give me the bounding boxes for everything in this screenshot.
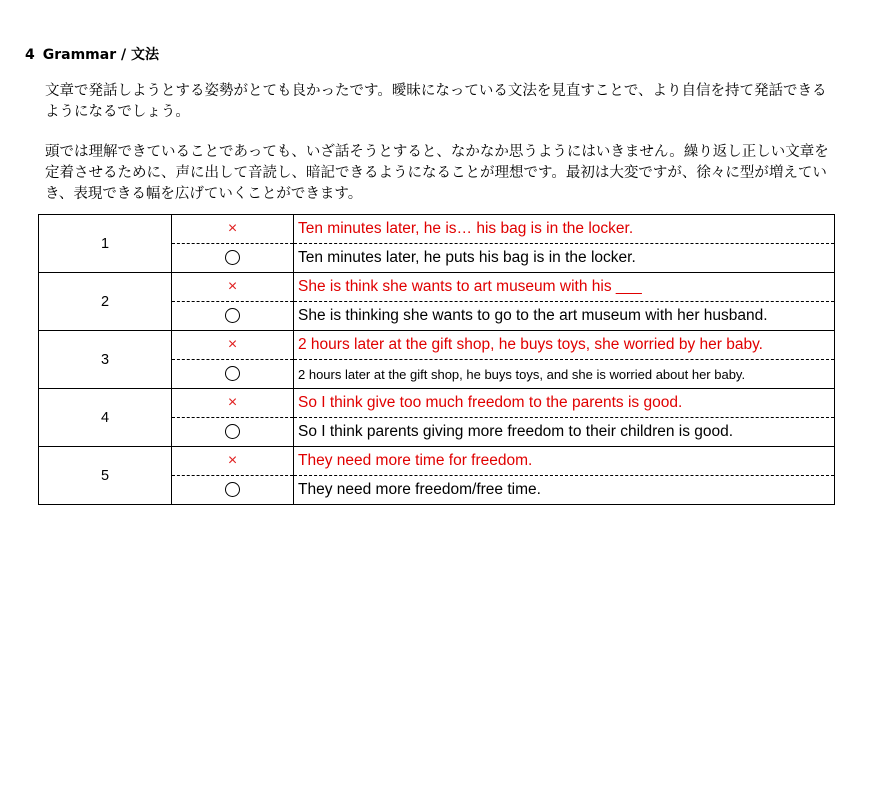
feedback-paragraph-1: 文章で発話しようとする姿勢がとても良かったです。曖昧になっている文法を見直すことで、より自信を持て発話できるようになるでしょう。 [45, 83, 827, 120]
wrong-sentence: They need more time for freedom. [294, 447, 835, 476]
grammar-correction-table [38, 214, 835, 505]
section-number: 4 [25, 47, 35, 63]
section-header [25, 44, 159, 64]
feedback-paragraph-2: 頭では理解できていることであっても、いざ話そうとすると、なかなか思うようにはいきません。繰り返し正しい文章を定着させるために、声に出して音読し、暗記できるようになることが理想です。最初は大変ですが、徐々に型が増えていき、表現できる幅を広げていくことができます。 [45, 144, 829, 202]
correct-mark-cell [172, 302, 294, 331]
correct-sentence: Ten minutes later, he puts his bag is in the locker. [294, 244, 835, 273]
cross-icon: × [227, 219, 238, 237]
wrong-mark-cell [172, 331, 294, 360]
cross-icon: × [227, 335, 238, 353]
row-number: 1 [39, 215, 172, 273]
wrong-sentence: Ten minutes later, he is… his bag is in the locker. [294, 215, 835, 244]
cross-icon: × [227, 277, 238, 295]
wrong-mark-cell [172, 273, 294, 302]
correct-sentence: So I think parents giving more freedom to their children is good. [294, 418, 835, 447]
correct-mark-cell [172, 244, 294, 273]
circle-icon [225, 308, 240, 323]
correct-sentence: 2 hours later at the gift shop, he buys toys, and she is worried about her baby. [294, 360, 835, 389]
correct-sentence: She is thinking she wants to go to the art museum with her husband. [294, 302, 835, 331]
row-number: 3 [39, 331, 172, 389]
row-number: 5 [39, 447, 172, 505]
wrong-sentence: 2 hours later at the gift shop, he buys toys, she worried by her baby. [294, 331, 835, 360]
circle-icon [225, 482, 240, 497]
circle-icon [225, 250, 240, 265]
circle-icon [225, 366, 240, 381]
section-title: Grammar / 文法 [42, 47, 159, 63]
correct-sentence: They need more freedom/free time. [294, 476, 835, 505]
table-row-wrong [39, 389, 835, 418]
correct-mark-cell [172, 476, 294, 505]
wrong-sentence: She is think she wants to art museum with his ___ [294, 273, 835, 302]
correct-mark-cell [172, 360, 294, 389]
row-number: 2 [39, 273, 172, 331]
wrong-mark-cell [172, 447, 294, 476]
circle-icon [225, 424, 240, 439]
table-row-wrong [39, 215, 835, 244]
table-row-wrong [39, 273, 835, 302]
correct-mark-cell [172, 418, 294, 447]
row-number: 4 [39, 389, 172, 447]
cross-icon: × [227, 451, 238, 469]
table-row-wrong [39, 447, 835, 476]
cross-icon: × [227, 393, 238, 411]
wrong-mark-cell [172, 215, 294, 244]
table-row-wrong [39, 331, 835, 360]
wrong-mark-cell [172, 389, 294, 418]
wrong-sentence: So I think give too much freedom to the parents is good. [294, 389, 835, 418]
